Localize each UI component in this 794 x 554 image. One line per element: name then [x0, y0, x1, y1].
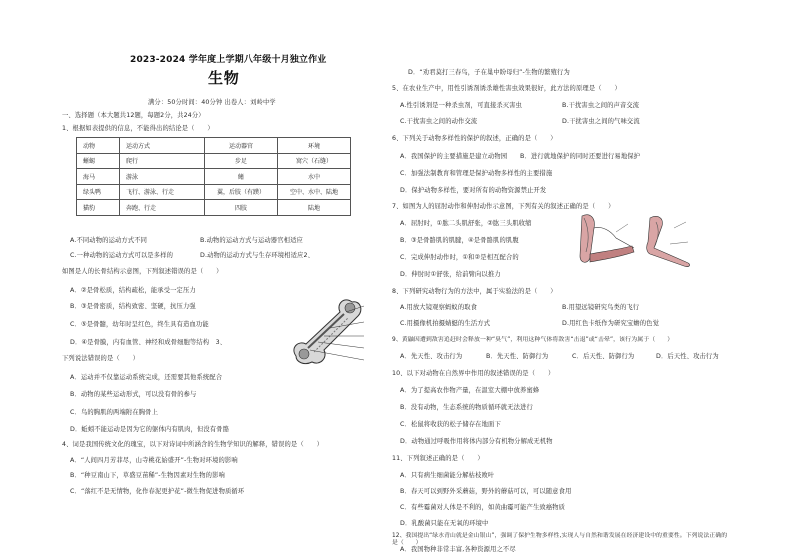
q5-option-d: D.干扰害虫之间的气味交流: [562, 118, 640, 125]
table-row: [77, 169, 351, 185]
q6-option-c: C．加强法制教育和管理是保护动物多样性的主要措施: [400, 170, 553, 177]
q11-option-c: C．有些霉菌对人体是不利的，如黄曲霉可能产生致癌物质: [400, 504, 566, 511]
table-header: 运动器官: [205, 138, 278, 154]
q4-option-b: B．“种豆南山下，草盛豆苗稀”-生物因素对生物的影响: [70, 472, 225, 479]
question-11: 11、下列叙述正确的是（ ）: [392, 455, 484, 462]
question-8: 8、下列研究动物行为的方法中，属于实验法的是（ ）: [392, 288, 557, 295]
table-row: [77, 153, 351, 169]
q5-option-b: B.干扰害虫之间的声音交流: [562, 102, 640, 109]
q10-option-b: B．没有动物，生态系统的物质循环就无法进行: [400, 404, 533, 411]
q3-option-b: B．动物的某些运动形式，可以没有骨的参与: [70, 391, 197, 398]
question-3: 下列说法错误的是（ ）: [62, 355, 140, 362]
q2-option-b: B．③是骨密质，结构致密、坚硬，抗压力强: [70, 303, 196, 310]
q10-option-a: A．为了提高农作物产量，在温室大棚中放养蜜蜂: [400, 387, 540, 394]
table-row: [77, 200, 351, 216]
table-row: [77, 184, 351, 200]
table-cell: 窝穴（石缝）: [278, 153, 351, 169]
q11-option-b: B．春天可以到野外采蘑菇，野外的蘑菇可以，可以随意食用: [400, 488, 572, 495]
q11-option-d: D．乳酸菌只能在无氧的环境中: [400, 520, 489, 527]
long-bone-figure: [288, 292, 370, 374]
table-cell: 游泳: [120, 169, 205, 185]
table-cell: 飞行、游泳、行走: [120, 184, 205, 200]
table-header: 运动方式: [120, 138, 205, 154]
q9-option-b: B．先天性、防御行为: [486, 353, 549, 360]
subject-title: 生物: [208, 69, 240, 87]
q6-option-d: D．保护动物多样性，要对所有的动物资源禁止开发: [400, 187, 547, 194]
q4-option-d: D．“劝君莫打三春鸟，子在巢中盼母归”-生物的繁殖行为: [408, 69, 570, 76]
question-10: 10、以下对动物在自然界中作用的叙述错误的是（ ）: [392, 370, 555, 377]
q3-option-a: A．运动并不仅靠运动系统完成，还需要其他系统配合: [70, 374, 223, 381]
question-1: 1、根据如表提供的信息，不能得出的结论是（ ）: [62, 125, 214, 132]
question-7: 7、如图为人的屈肘动作和伸肘动作示意图，下列有关的叙述正确的是（ ）: [392, 203, 615, 210]
table-cell: 水中: [278, 169, 351, 185]
section-heading: 一、选择题（本大题共12题，每题2分，共24分）: [62, 112, 205, 119]
question-12: 12、我国提出“绿水青山就是金山银山”，强调了保护生物多样性,实现人与自然和谐发展在经济建设中的重要性。下列说法正确的是（ ）: [392, 533, 728, 546]
arm-flexion-figure: [576, 208, 706, 270]
q2-option-d: D．④是骨膜，内有血管、神经和成骨细胞等结构 3、: [70, 339, 227, 346]
table-header: 动物: [77, 138, 120, 154]
q10-option-c: C．松鼠将收获的松子储存在地面下: [400, 421, 501, 428]
table-header: 环境: [278, 138, 351, 154]
exam-title: 2023-2024 学年度上学期八年级十月独立作业: [130, 55, 327, 65]
q3-option-d: D．蚯蚓不能运动是因为它的躯体内有肌肉，但没有骨骼: [70, 426, 230, 433]
q6-option-a: A．我国保护的主要措施是建立动物园 B．进行就地保护的同时还要进行易地保护: [400, 153, 641, 160]
q7-option-d: D．伸肘时①舒张，给前臂向以推力: [400, 271, 501, 278]
q7-option-a: A．屈肘时，①肱二头肌舒张，②肱三头肌收缩: [400, 220, 532, 227]
q8-option-a: A.用放大镜观察蚂蚁的取食: [400, 304, 478, 311]
question-4: 4、词是我国传统文化的瑰宝，以下对诗词中所涵含的生物学知识的解释，错误的是（ ）: [62, 441, 324, 448]
table-cell: 绿头鸭: [77, 184, 120, 200]
q3-option-c: C．鸟的胸肌的两端附在胸骨上: [70, 409, 159, 416]
question-5: 5、在农业生产中，用性引诱剂诱杀雄性害虫效果很好，此方法的原理是（ ）: [392, 85, 621, 92]
q9-option-c: C．后天性、防御行为: [572, 353, 635, 360]
question-6: 6、下列关于动物多样性的保护的叙述，正确的是（ ）: [392, 135, 557, 142]
question-2: 如图是人的长骨结构示意图，下列叙述错误的是（ ）: [62, 268, 223, 275]
q12-option-a: A．我国物种非常丰富,各种资源用之不尽: [400, 546, 516, 553]
question-9: 9、黄鼬因遭到敌害追赶时会释放一种“臭气”，利用这种气体将敌害“击退”或“击晕”，该行为属于（ ）: [392, 337, 674, 343]
q4-option-a: A．“人间四月芳菲尽，山寺桃花始盛开”-生物对环境的影响: [70, 457, 238, 464]
table-cell: 奔跑、行走: [120, 200, 205, 216]
table-cell: 空中、水中、陆地: [278, 184, 351, 200]
q7-option-c: C．完成伸肘动作时，①和②是相互配合的: [400, 254, 519, 261]
table-cell: 四肢: [205, 200, 278, 216]
table-cell: 爬行: [120, 153, 205, 169]
q8-option-d: D.用红色卡纸作为研究宝蟾的色觉: [562, 320, 660, 327]
q11-option-a: A．只有病生细菌能分解枯枝败叶: [400, 472, 495, 479]
table-cell: 翼，后肢（有蹼）: [205, 184, 278, 200]
table-cell: 猫豹: [77, 200, 120, 216]
q4-option-c: C．“落红不是无情物，化作春泥更护花”-微生物促进物质循环: [70, 488, 245, 495]
q1-option-d: D.动物的运动方式与生存环境相适应2、: [200, 252, 315, 259]
q9-option-a: A．先天性、攻击行为: [400, 353, 463, 360]
table-cell: 鳍: [205, 169, 278, 185]
table-cell: 步足: [205, 153, 278, 169]
q1-option-b: B.动物的运动方式与运动器官相适应: [200, 237, 303, 244]
q9-option-d: D．后天性、攻击行为: [656, 353, 719, 360]
q10-option-d: D．动物通过呼吸作用将体内部分有机物分解成无机物: [400, 438, 553, 445]
table-cell: 蜥蜴: [77, 153, 120, 169]
q1-option-c: C.一种动物的运动方式可以是多样的: [70, 252, 173, 259]
q8-option-c: C.用摄像机拍摄蜻蜓的生活方式: [400, 320, 491, 327]
q7-option-b: B．③是骨骼肌的肌腱，④是骨骼肌的肌腹: [400, 237, 519, 244]
q2-option-c: C．⑤是骨髓，幼年时呈红色，终生具有造血功能: [70, 321, 209, 328]
q8-option-b: B.用望远镜研究鸟类的飞行: [562, 304, 640, 311]
table-cell: 陆地: [278, 200, 351, 216]
q1-option-a: A.不同动物的运动方式不同: [70, 237, 148, 244]
table-cell: 海马: [77, 169, 120, 185]
q2-option-a: A．②是骨松质，结构疏松，能承受一定压力: [70, 287, 196, 294]
exam-meta: 满分：50分时间：40分钟 出卷人：刘岭中学: [148, 99, 276, 106]
q5-option-c: C.干扰害虫之间的动作交流: [400, 118, 478, 125]
table-header-row: [77, 138, 351, 154]
motion-table: [76, 137, 351, 216]
q5-option-a: A.性引诱剂是一种杀虫剂，可直接杀灭害虫: [400, 102, 523, 109]
